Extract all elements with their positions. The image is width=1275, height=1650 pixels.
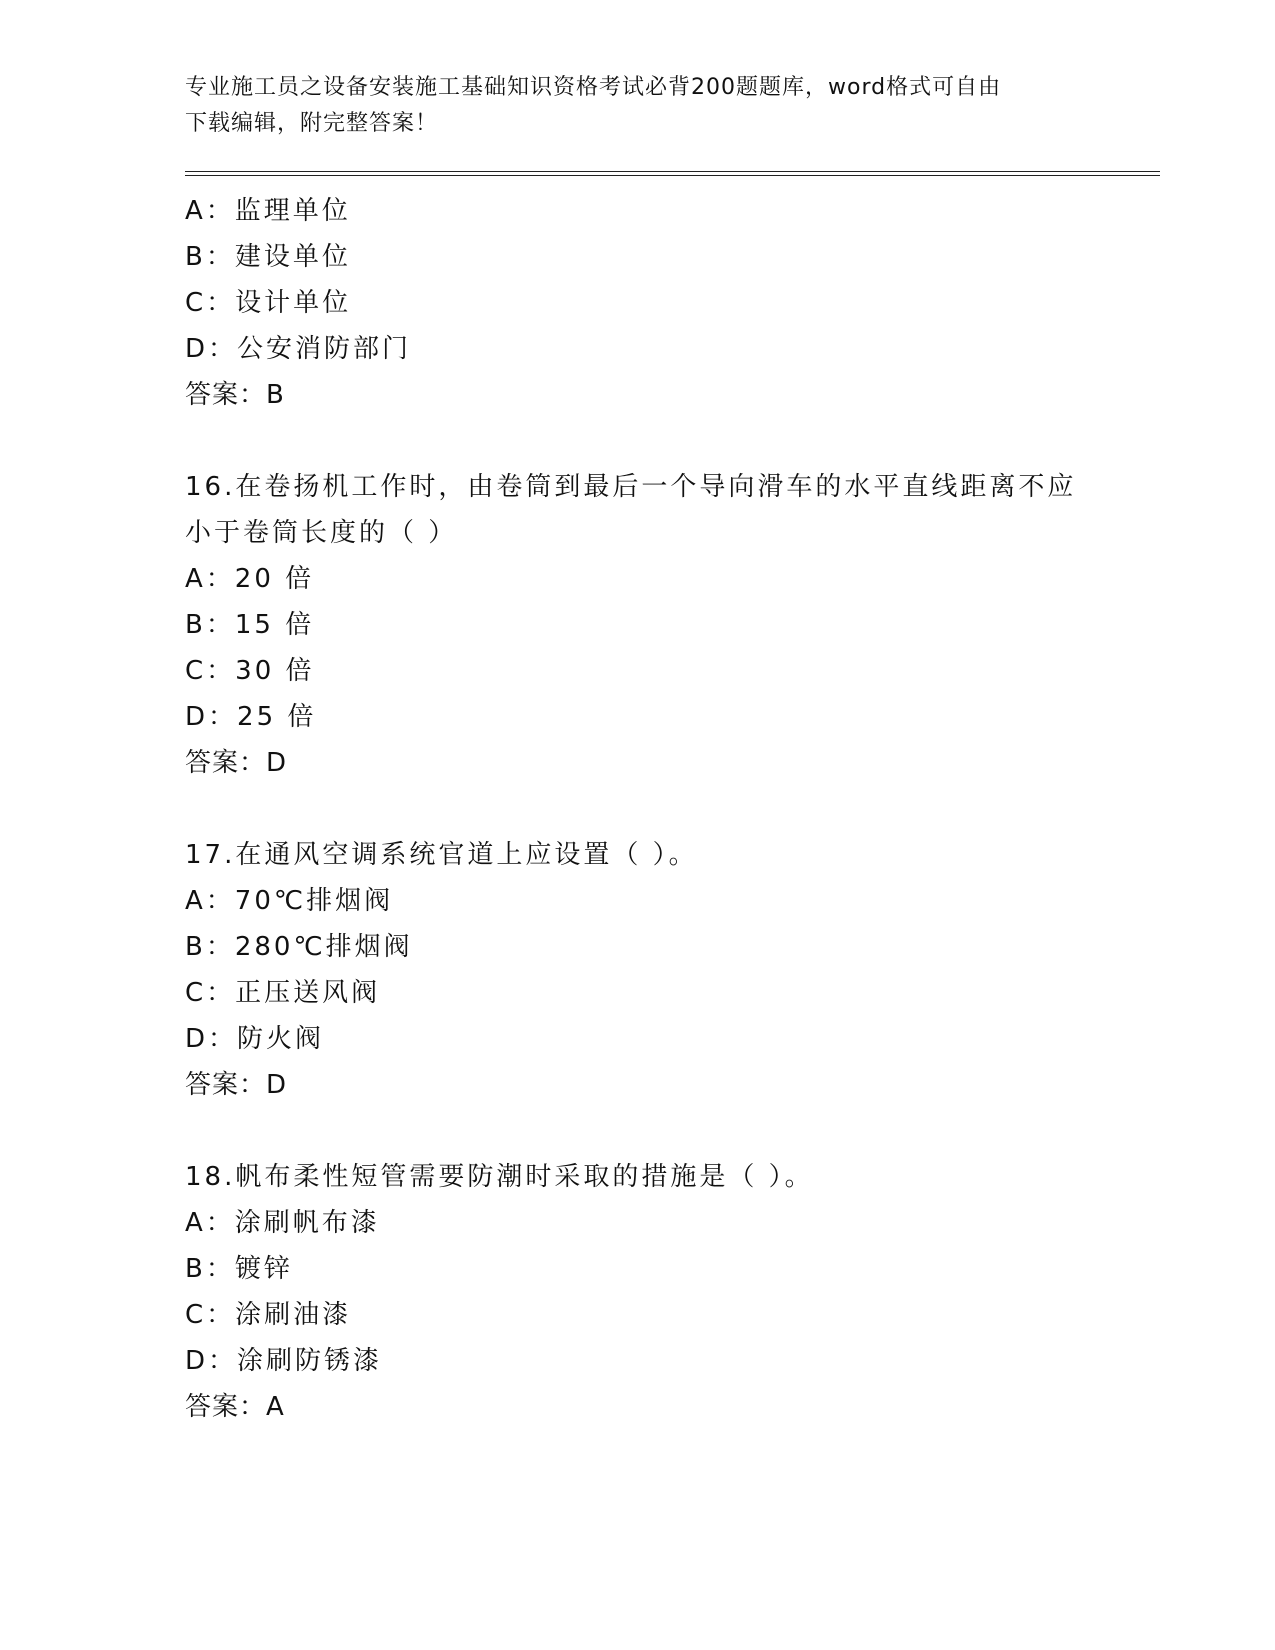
header-rule-top — [185, 171, 1160, 172]
option-c: C：30 倍 — [185, 656, 315, 686]
option-d: D：公安消防部门 — [185, 334, 412, 364]
header-rule-bottom — [185, 175, 1160, 176]
answer-line: 答案：B — [185, 380, 285, 410]
option-d: D：25 倍 — [185, 702, 317, 732]
option-d: D：防火阀 — [185, 1024, 325, 1054]
option-a: A：20 倍 — [185, 564, 315, 594]
option-a: A：70℃排烟阀 — [185, 886, 394, 916]
option-b: B：280℃排烟阀 — [185, 932, 413, 962]
answer-line: 答案：A — [185, 1392, 285, 1422]
header-line-2: 下载编辑，附完整答案！ — [185, 111, 439, 136]
option-c: C：正压送风阀 — [185, 978, 381, 1008]
option-c: C：设计单位 — [185, 288, 352, 318]
question-16 — [185, 464, 1085, 786]
option-a: A：监理单位 — [185, 196, 351, 226]
question-stem: 18.帆布柔性短管需要防潮时采取的措施是（ ）。 — [185, 1162, 814, 1192]
question-15-partial — [185, 188, 1085, 418]
question-stem: 17.在通风空调系统官道上应设置（ ）。 — [185, 840, 698, 870]
option-d: D：涂刷防锈漆 — [185, 1346, 383, 1376]
question-stem: 16.在卷扬机工作时，由卷筒到最后一个导向滑车的水平直线距离不应 — [185, 472, 1077, 502]
option-b: B：镀锌 — [185, 1254, 293, 1284]
answer-line: 答案：D — [185, 1070, 288, 1100]
answer-line: 答案：D — [185, 748, 288, 778]
option-c: C：涂刷油漆 — [185, 1300, 352, 1330]
question-stem-cont: 小于卷筒长度的（ ） — [185, 518, 458, 548]
header-line-1: 专业施工员之设备安装施工基础知识资格考试必背200题题库，word格式可自由 — [185, 75, 1002, 100]
option-b: B：建设单位 — [185, 242, 351, 272]
option-b: B：15 倍 — [185, 610, 315, 640]
question-17 — [185, 832, 1085, 1108]
question-list — [185, 188, 1085, 1430]
document-header — [185, 70, 1085, 142]
question-18 — [185, 1154, 1085, 1430]
option-a: A：涂刷帆布漆 — [185, 1208, 380, 1238]
